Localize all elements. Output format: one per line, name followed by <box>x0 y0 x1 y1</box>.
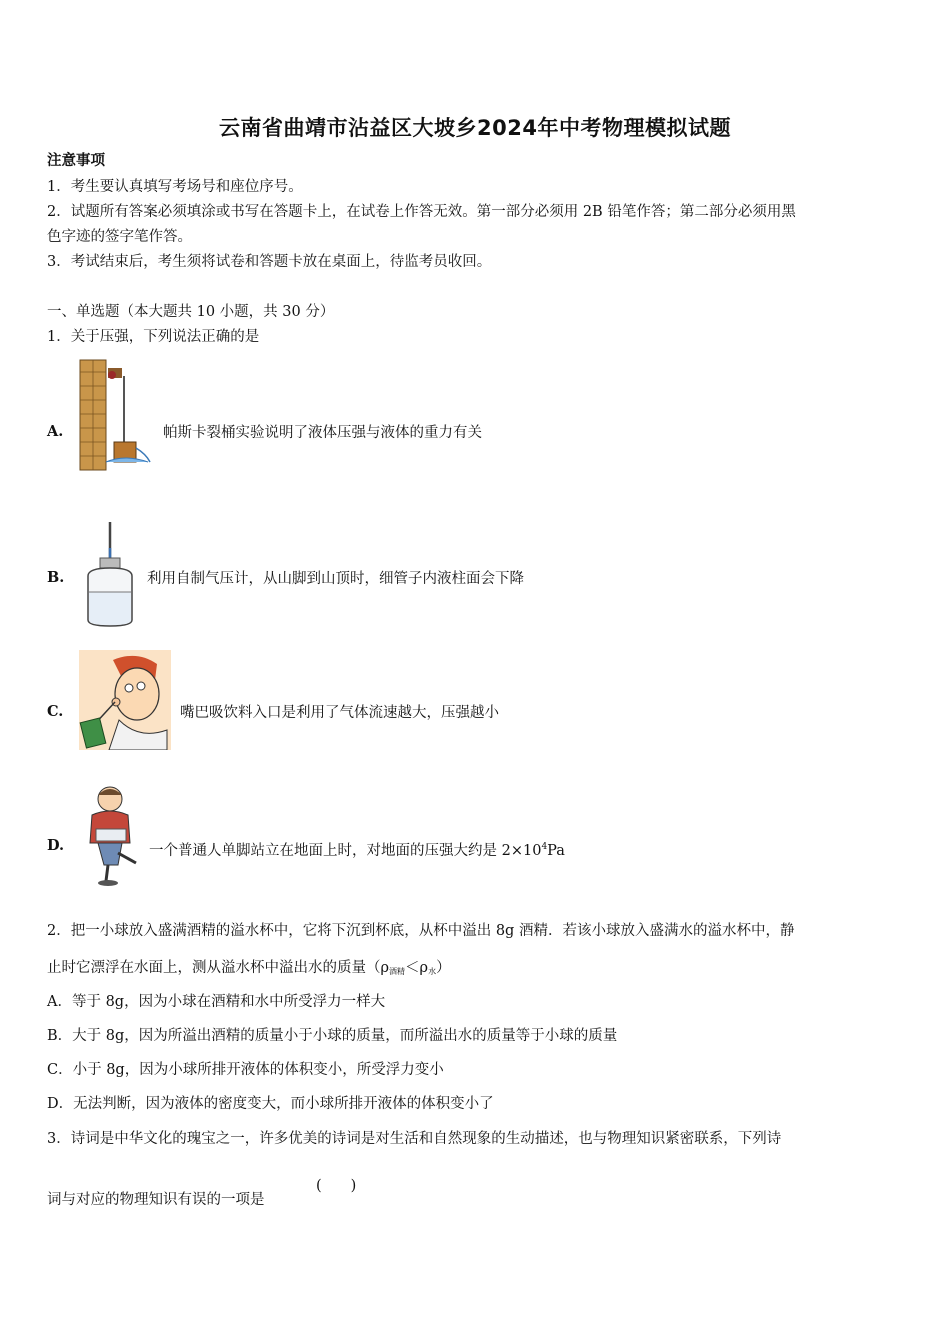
pascal-barrel-figure <box>78 358 156 473</box>
q3-stem-line1: 3．诗词是中华文化的瑰宝之一，许多优美的诗词是对生活和自然现象的生动描述，也与物理知识紧密联系，下列诗 <box>47 1131 782 1147</box>
section-heading: 一、单选题（本大题共 10 小题，共 30 分） <box>47 304 335 320</box>
q2-stem-line2: 止时它漂浮在水面上，测从溢水杯中溢出水的质量$(\rho_{酒精}<\rho_水)$ <box>47 960 451 976</box>
q1-option-d-label: D. <box>47 837 65 854</box>
q1-option-d-text: 一个普通人单脚站立在地面上时，对地面的压强大约是 $2\times 10^4Pa$ <box>149 842 565 859</box>
notice-item-3: 3．考试结束后，考生须将试卷和答题卡放在桌面上，待监考员收回。 <box>47 254 492 270</box>
barometer-bottle-figure <box>82 518 140 630</box>
notice-item-1: 1．考生要认真填写考场号和座位序号。 <box>47 179 303 195</box>
q1-option-b-label: B. <box>47 569 65 586</box>
q2-option-b: B．大于 8g，因为所溢出酒精的质量小于小球的质量，而所溢出水的质量等于小球的质量 <box>47 1028 618 1044</box>
q2-option-a: A．等于 8g，因为小球在酒精和水中所受浮力一样大 <box>47 994 386 1010</box>
q1-option-b-text: 利用自制气压计，从山脚到山顶时，细管子内液柱面会下降 <box>147 571 524 587</box>
q1-option-a-label: A. <box>47 423 64 440</box>
q1-option-c-text: 嘴巴吸饮料入口是利用了气体流速越大，压强越小 <box>180 705 499 721</box>
q1-option-c-label: C. <box>47 703 64 720</box>
q1-stem: 1．关于压强，下列说法正确的是 <box>47 329 260 345</box>
q2-option-c: C．小于 8g，因为小球所排开液体的体积变小，所受浮力变小 <box>47 1062 444 1078</box>
person-standing-figure <box>78 785 144 887</box>
notice-heading: 注意事项 <box>47 152 105 169</box>
q2-option-d: D．无法判断，因为液体的密度变大，而小球所排开液体的体积变小了 <box>47 1096 494 1112</box>
notice-item-2-cont: 色字迹的签字笔作答。 <box>47 229 192 245</box>
page-title: 云南省曲靖市沾益区大坡乡2024年中考物理模拟试题 <box>219 116 731 140</box>
q3-stem-line2: 词与对应的物理知识有误的一项是 <box>47 1192 265 1208</box>
q1-option-a-text: 帕斯卡裂桶实验说明了液体压强与液体的重力有关 <box>163 425 482 441</box>
q2-stem-line1: 2．把一小球放入盛满酒精的溢水杯中，它将下沉到杯底，从杯中溢出 8g 酒精．若该小球放入盛满水的溢水杯中，静 <box>47 923 795 939</box>
person-drinking-figure <box>79 650 171 750</box>
notice-item-2: 2．试题所有答案必须填涂或书写在答题卡上，在试卷上作答无效。第一部分必须用 2B 铅笔作答；第二部分必须用黑 <box>47 204 796 220</box>
q3-answer-blank: ( ) <box>316 1178 357 1194</box>
